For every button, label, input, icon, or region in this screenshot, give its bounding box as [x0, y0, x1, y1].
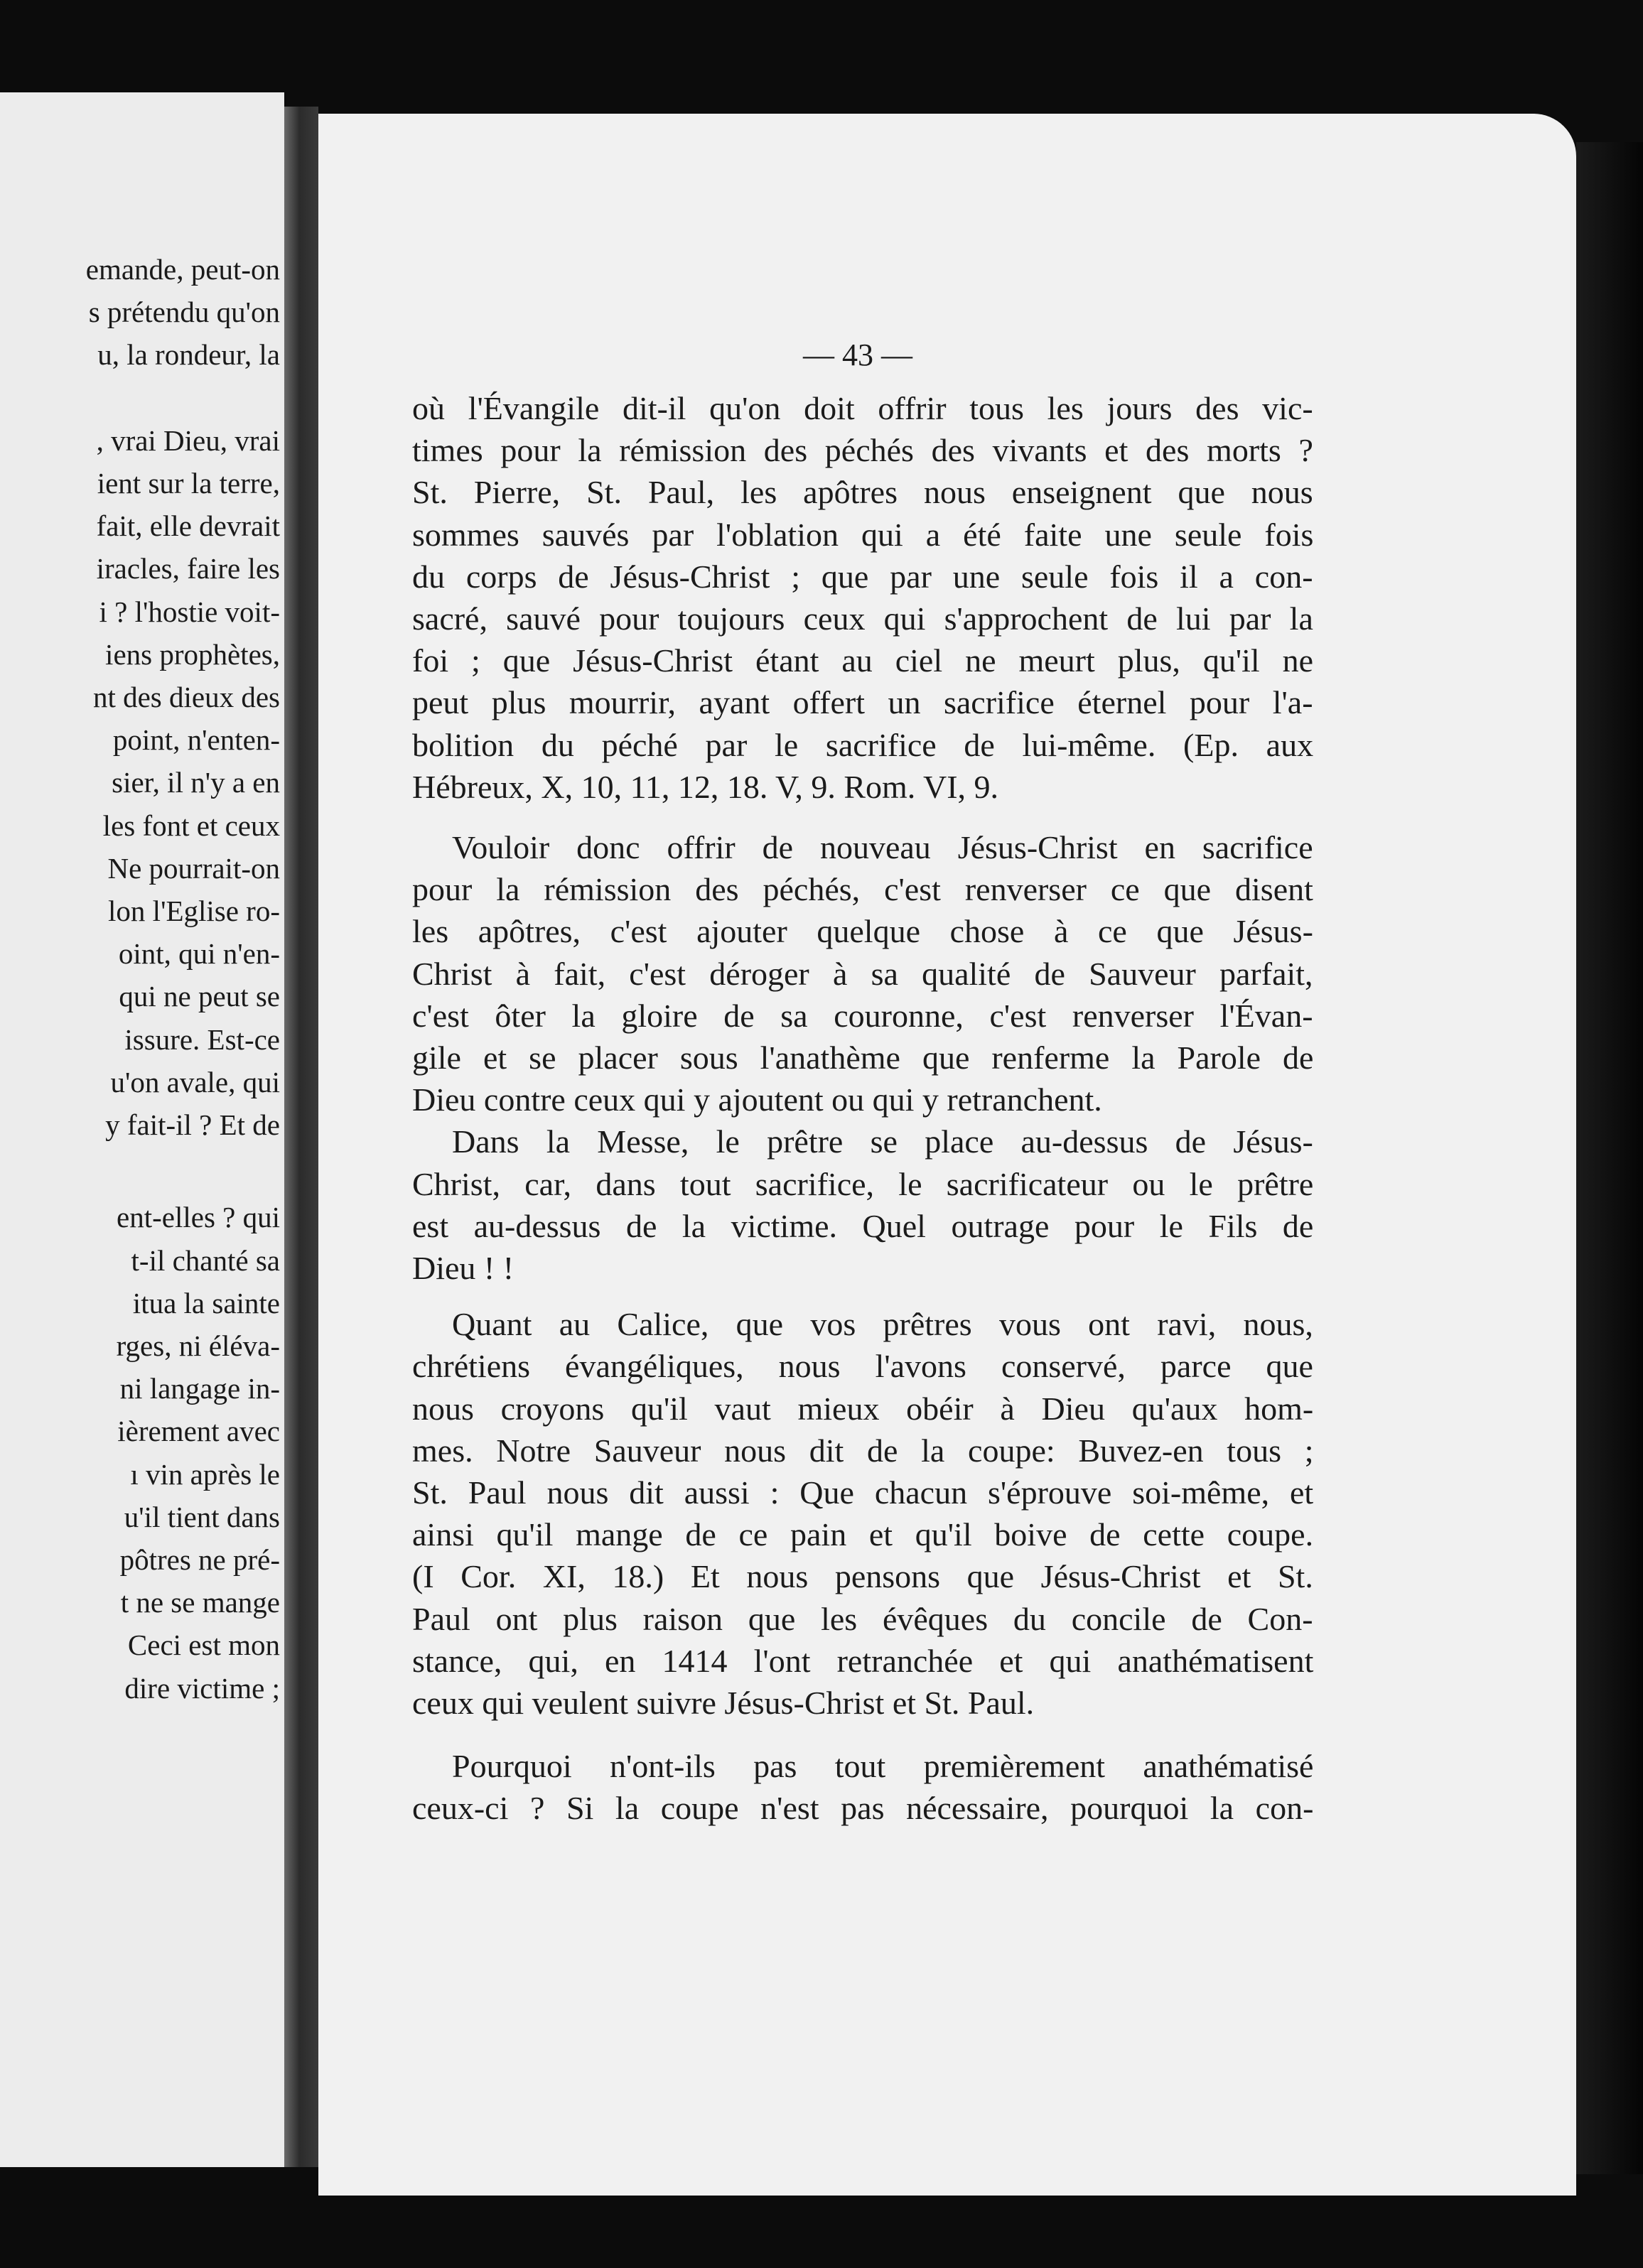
text-line: mes. Notre Sauveur nous dit de la coupe: Buvez-en tous ;	[412, 1432, 1314, 1469]
text-line: St. Paul nous dit aussi : Que chacun s'éprouve soi-même, et	[412, 1474, 1314, 1511]
left-page-line: ent-elles ? qui	[117, 1201, 280, 1234]
text-line: Christ, car, dans tout sacrifice, le sacrificateur ou le prêtre	[412, 1165, 1314, 1202]
text-line: Pourquoi n'ont-ils pas tout premièrement anathématisé	[452, 1748, 1314, 1785]
left-page-line: Ne pourrait-on	[107, 851, 280, 885]
text-line: où l'Évangile dit-il qu'on doit offrir tous les jours des vic-	[412, 390, 1313, 426]
text-line: Vouloir donc offrir de nouveau Jésus-Christ en sacrifice	[452, 829, 1313, 865]
text-line: bolition du péché par le sacrifice de lui-même. (Ep. aux	[412, 726, 1314, 763]
left-page-line: issure. Est-ce	[124, 1022, 280, 1056]
text-line: Paul ont plus raison que les évêques du concile de Con-	[412, 1600, 1313, 1637]
left-page-line: t-il chanté sa	[131, 1243, 280, 1277]
text-line: times pour la rémission des péchés des vivants et des morts ?	[412, 432, 1313, 469]
left-page-line: ı vin après le	[130, 1457, 280, 1491]
text-line: Dieu contre ceux qui y ajoutent ou qui y retranchent.	[412, 1081, 1102, 1118]
left-page-line: , vrai Dieu, vrai	[96, 423, 280, 457]
text-line: St. Pierre, St. Paul, les apôtres nous enseignent que nous	[412, 474, 1313, 511]
left-page-line: rges, ni éléva-	[116, 1329, 280, 1362]
text-line: (I Cor. XI, 18.) Et nous pensons que Jésus-Christ et St.	[412, 1558, 1313, 1595]
left-page-line: iens prophètes,	[105, 637, 280, 671]
left-page-line: Ceci est mon	[127, 1629, 280, 1662]
text-line: stance, qui, en 1414 l'ont retranchée et qui anathématisent	[412, 1642, 1314, 1679]
text-line: Dans la Messe, le prêtre se place au-dessus de Jésus-	[452, 1123, 1313, 1160]
left-page-line: les font et ceux	[102, 809, 280, 842]
text-line: sommes sauvés par l'oblation qui a été faite une seule fois	[412, 516, 1314, 553]
text-line: Dieu ! !	[412, 1250, 515, 1286]
left-page-line: ni langage in-	[119, 1372, 280, 1405]
book-gutter	[284, 107, 318, 2167]
book-edge	[1576, 142, 1643, 2174]
left-page-line: qui ne peut se	[119, 980, 280, 1013]
text-line: pour la rémission des péchés, c'est renverser ce que disent	[412, 871, 1313, 908]
text-line: Hébreux, X, 10, 11, 12, 18. V, 9. Rom. VI, 9.	[412, 768, 999, 805]
text-line: Christ à fait, c'est déroger à sa qualité de Sauveur parfait,	[412, 955, 1313, 992]
left-page-line: fait, elle devrait	[96, 509, 280, 543]
text-line: du corps de Jésus-Christ ; que par une seule fois il a con-	[412, 558, 1313, 595]
text-line: ceux qui veulent suivre Jésus-Christ et St. Paul.	[412, 1685, 1035, 1721]
left-page-line: sier, il n'y a en	[112, 766, 280, 799]
left-page-line: u'il tient dans	[124, 1500, 280, 1533]
text-line: ceux-ci ? Si la coupe n'est pas nécessaire, pourquoi la con-	[412, 1790, 1314, 1827]
left-page-line: s prétendu qu'on	[88, 296, 280, 329]
text-line: chrétiens évangéliques, nous l'avons conservé, parce que	[412, 1348, 1313, 1385]
text-line: ainsi qu'il mange de ce pain et qu'il boive de cette coupe.	[412, 1516, 1314, 1553]
left-page-line: pôtres ne pré-	[119, 1543, 280, 1576]
page-number: — 43 —	[803, 338, 912, 372]
left-page-line: dire victime ;	[124, 1671, 280, 1705]
left-page-line: nt des dieux des	[92, 681, 280, 713]
text-line: les apôtres, c'est ajouter quelque chose à ce que Jésus-	[412, 913, 1313, 950]
left-facing-page	[0, 92, 284, 2167]
text-line: sacré, sauvé pour toujours ceux qui s'approchent de lui par la	[412, 600, 1313, 637]
left-page-line: i ? l'hostie voit-	[99, 595, 280, 628]
left-page-line: u'on avale, qui	[110, 1065, 280, 1098]
text-line: c'est ôter la gloire de sa couronne, c'est renverser l'Évan-	[412, 997, 1313, 1034]
left-page-line: lon l'Eglise ro-	[108, 895, 280, 927]
text-line: nous croyons qu'il vaut mieux obéir à Dieu qu'aux hom-	[412, 1390, 1314, 1427]
text-line: peut plus mourrir, ayant offert un sacrifice éternel pour l'a-	[412, 684, 1313, 721]
text-line: gile et se placer sous l'anathème que renferme la Parole de	[412, 1040, 1314, 1076]
text-line: Quant au Calice, que vos prêtres vous ont ravi, nous,	[452, 1306, 1313, 1343]
left-page-line: y fait-il ? Et de	[105, 1108, 280, 1141]
left-page-line: ièrement avec	[117, 1415, 280, 1448]
left-page-line: point, n'enten-	[112, 723, 280, 757]
left-page-line: emande, peut-on	[85, 253, 280, 286]
left-page-line: u, la rondeur, la	[97, 338, 280, 372]
text-line: foi ; que Jésus-Christ étant au ciel ne meurt plus, qu'il ne	[412, 642, 1314, 679]
left-page-line: iracles, faire les	[96, 552, 280, 585]
left-page-line: itua la sainte	[132, 1286, 280, 1319]
left-page-line: t ne se mange	[120, 1586, 280, 1619]
left-page-line: ient sur la terre,	[97, 467, 280, 500]
left-page-line: oint, qui n'en-	[118, 937, 280, 971]
text-line: est au-dessus de la victime. Quel outrage pour le Fils de	[412, 1207, 1314, 1244]
